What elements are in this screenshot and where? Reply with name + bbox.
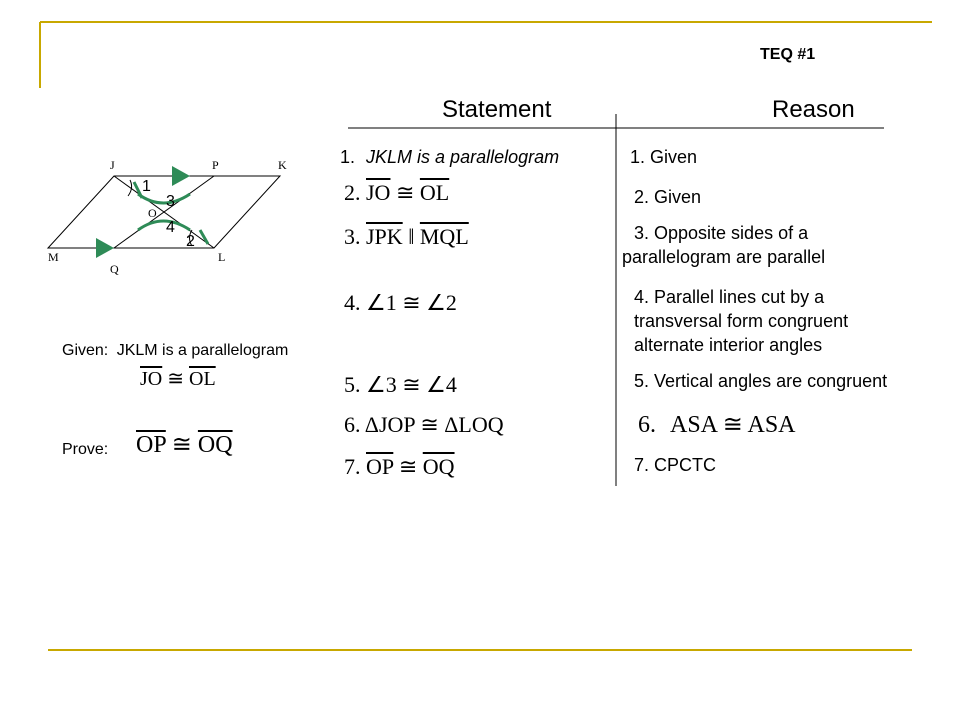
statement-5-angle-sym-b: ∠ xyxy=(426,372,446,397)
statement-5-num: 5. xyxy=(344,372,361,397)
statement-2 xyxy=(344,180,449,206)
reason-6-right: ASA xyxy=(747,412,796,438)
statement-2-num: 2. xyxy=(344,180,361,205)
prove-seg1: $\overline{OP}$ xyxy=(136,432,166,458)
tick-mark-ol xyxy=(200,230,208,244)
reason-4-line1: 4. Parallel lines cut by a xyxy=(634,287,825,307)
given-statement xyxy=(62,342,288,360)
statement-1-num: 1. xyxy=(340,147,356,167)
statement-6-triangle-sym-b: Δ xyxy=(444,412,459,437)
parallel-mark-bottom xyxy=(96,238,114,258)
reason-3-line1: 3. Opposite sides of a xyxy=(634,223,809,243)
vertex-label-q: Q xyxy=(110,262,119,276)
statement-7-seg-a: $\overline{OP}$ xyxy=(366,454,394,479)
statement-4-angle-sym-a: ∠ xyxy=(366,290,386,315)
statement-1-text: JKLM is a parallelogram xyxy=(366,147,560,167)
vertex-label-p: P xyxy=(212,158,219,172)
reason-5: 5. Vertical angles are congruent xyxy=(634,371,888,391)
given-seg1: $\overline{JO}$ xyxy=(140,368,163,390)
parallel-mark-top xyxy=(172,166,190,186)
statement-3-num: 3. xyxy=(344,224,361,249)
statement-4-angle-sym-b: ∠ xyxy=(426,290,446,315)
reason-7: 7. CPCTC xyxy=(634,455,717,475)
prove-seg2: $\overline{OQ}$ xyxy=(197,432,233,458)
prove-congruence xyxy=(136,430,233,459)
given-text: JKLM is a parallelogram xyxy=(116,342,289,359)
prove-label: Prove: xyxy=(62,441,109,458)
statement-4-congruent: ≅ xyxy=(402,290,421,315)
vertex-label-o: O xyxy=(148,206,157,220)
statement-6-congruent: ≅ xyxy=(420,412,439,437)
statement-6 xyxy=(344,412,504,438)
vertex-label-k: K xyxy=(278,158,287,172)
statement-5-congruent: ≅ xyxy=(402,372,421,397)
prove-congruent-symbol: ≅ xyxy=(171,432,192,458)
statement-4-angle-a: 1 xyxy=(385,290,397,315)
angle-label-4: 4 xyxy=(166,219,175,236)
vertex-label-l: L xyxy=(218,250,226,264)
statement-6-num: 6. xyxy=(344,412,361,437)
statement-2-congruent: ≅ xyxy=(395,180,415,205)
vertex-label-j: J xyxy=(110,158,115,172)
statement-7-congruent: ≅ xyxy=(398,454,418,479)
reason-1: 1. Given xyxy=(630,147,698,167)
statement-2-seg-b: $\overline{OL}$ xyxy=(419,180,450,205)
reason-2: 2. Given xyxy=(634,187,702,207)
statement-6-triangle-b: LOQ xyxy=(458,412,504,437)
statement-1 xyxy=(340,146,559,168)
statement-7 xyxy=(344,454,455,480)
reason-header: Reason xyxy=(772,96,855,123)
statement-5-angle-sym-a: ∠ xyxy=(366,372,386,397)
statement-3-line-b: $\overline{MQL}$ xyxy=(419,224,469,249)
statement-2-seg-a: $\overline{JO}$ xyxy=(366,180,391,205)
statement-header: Statement xyxy=(442,96,552,123)
statement-4 xyxy=(344,290,457,316)
statement-7-seg-b: $\overline{OQ}$ xyxy=(422,454,455,479)
reason-4-line3: alternate interior angles xyxy=(634,335,823,355)
statement-5-angle-a: 3 xyxy=(385,372,397,397)
given-seg2: $\overline{OL}$ xyxy=(189,368,216,390)
reason-3-line2: parallelogram are parallel xyxy=(622,247,826,267)
reason-6-congruent: ≅ xyxy=(722,412,743,438)
statement-4-num: 4. xyxy=(344,290,361,315)
statement-3 xyxy=(344,224,469,250)
reason-6 xyxy=(638,410,796,439)
given-label: Given: xyxy=(62,342,109,359)
reason-4-line2: transversal form congruent xyxy=(634,311,849,331)
angle-label-1: 1 xyxy=(142,178,151,195)
reason-6-left: ASA xyxy=(670,412,717,438)
given-congruent-symbol: ≅ xyxy=(167,368,184,390)
angle-label-2: 2 xyxy=(186,233,195,250)
statement-6-triangle-a: JOP xyxy=(378,412,415,437)
angle-4-arc xyxy=(138,221,190,230)
vertex-label-m: M xyxy=(48,250,59,264)
statement-5 xyxy=(344,372,457,398)
page-title: TEQ #1 xyxy=(760,46,816,63)
statement-6-triangle-sym-a: Δ xyxy=(364,412,379,437)
given-congruence xyxy=(140,366,216,391)
angle-1-arc xyxy=(128,180,132,196)
statement-3-line-a: $\overline{JPK}$ xyxy=(366,224,403,249)
statement-4-angle-b: 2 xyxy=(445,290,457,315)
statement-3-parallel: ‖ xyxy=(408,224,415,249)
angle-label-3: 3 xyxy=(166,193,175,210)
statement-7-num: 7. xyxy=(344,454,361,479)
reason-6-num: 6. xyxy=(638,412,656,438)
statement-5-angle-b: 4 xyxy=(445,372,457,397)
